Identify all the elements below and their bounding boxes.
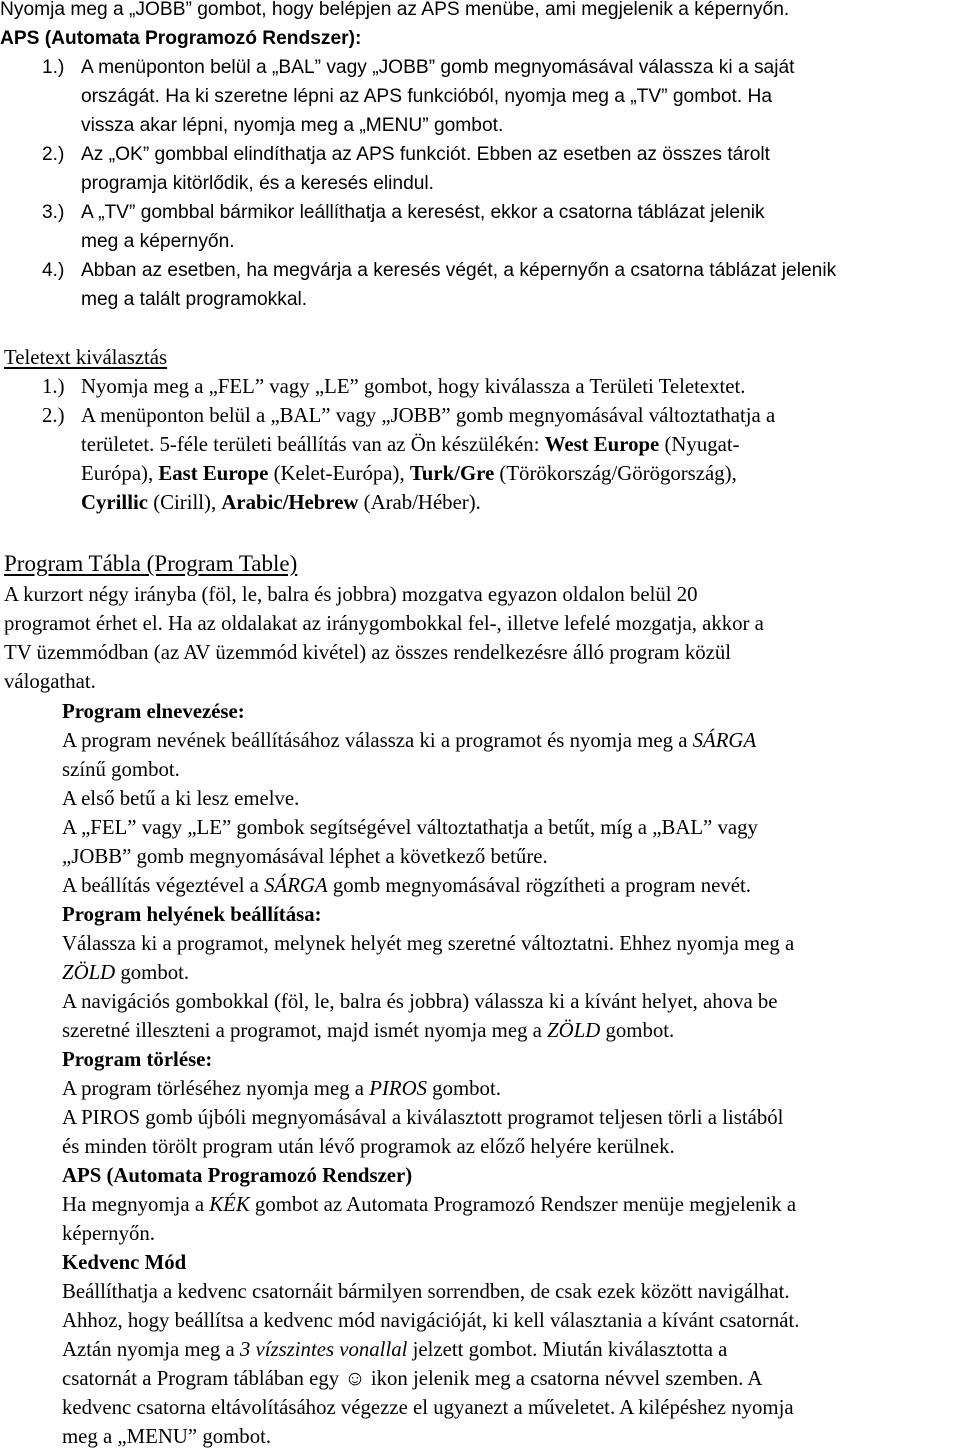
aps-item-2-line: Az „OK” gombbal elindíthatja az APS funkciót. Ebben az esetben az összes tárolt — [81, 144, 770, 165]
teletext-text: (Cirill), — [148, 491, 222, 514]
teletext-item-1-num: 1.) — [42, 375, 65, 398]
green-button-ref: ZÖLD — [547, 1019, 601, 1042]
teletext-item-2-line — [81, 488, 481, 517]
aps-item-3-line: A „TV” gombbal bármikor leállíthatja a keresést, ekkor a csatorna táblázat jelenik — [81, 202, 765, 223]
teletext-text: (Arab/Héber). — [358, 491, 481, 514]
aps-item-4-line: Abban az esetben, ha megvárja a keresés végét, a képernyőn a csatorna táblázat jelenik — [81, 260, 837, 281]
yellow-button-ref: SÁRGA — [692, 729, 757, 752]
favorite-line — [62, 1335, 727, 1364]
naming-line: A első betű a ki lesz emelve. — [62, 787, 300, 810]
favorite-text: jelzett gombot. Miután kiválasztotta a — [407, 1338, 728, 1361]
aps-item-2-line: programja kitörlődik, és a keresés elindul. — [81, 173, 435, 194]
aps-text: Ha megnyomja a — [62, 1193, 210, 1216]
region-arabic: Arabic/Hebrew — [221, 491, 359, 514]
position-line — [62, 1016, 674, 1045]
teletext-item-2-line — [81, 430, 740, 459]
favorite-text: ikon jelenik meg a csatorna névvel szemben. A — [365, 1367, 763, 1390]
favorite-line: meg a „MENU” gombot. — [62, 1425, 272, 1448]
position-text: szeretné illeszteni a programot, majd ismét nyomja meg a — [62, 1019, 548, 1042]
aps-title: APS (Automata Programozó Rendszer): — [0, 28, 362, 49]
teletext-item-2-line — [81, 459, 737, 488]
aps-item-3-line: meg a képernyőn. — [81, 231, 235, 252]
naming-text: gomb megnyomásával rögzítheti a program nevét. — [327, 874, 751, 897]
aps-section-line — [62, 1190, 796, 1219]
favorite-line: kedvenc csatorna eltávolításához végezze el ugyanezt a műveletet. A kilépéshez nyomja — [62, 1396, 794, 1419]
blue-button-ref: KÉK — [209, 1193, 250, 1216]
naming-title: Program elnevezése: — [62, 700, 245, 723]
naming-text: A beállítás végeztével a — [62, 874, 265, 897]
program-table-intro: A kurzort négy irányba (föl, le, balra és jobbra) mozgatva egyazon oldalon belül 20 — [4, 583, 698, 606]
teletext-heading: Teletext kiválasztás — [4, 346, 168, 369]
aps-intro-line: Nyomja meg a „JOBB” gombot, hogy belépjen az APS menübe, ami megjelenik a képernyőn. — [0, 0, 790, 20]
position-text: gombot. — [600, 1019, 675, 1042]
green-button-ref: ZÖLD — [62, 961, 116, 984]
yellow-button-ref: SÁRGA — [264, 874, 328, 897]
aps-section-line: képernyőn. — [62, 1222, 155, 1245]
naming-line: színű gombot. — [62, 758, 180, 781]
teletext-item-2-line: A menüponton belül a „BAL” vagy „JOBB” gomb megnyomásával változtathatja a — [81, 404, 776, 427]
aps-item-1-line: vissza akar lépni, nyomja meg a „MENU” gombot. — [81, 115, 504, 136]
delete-line — [62, 1074, 501, 1103]
delete-line: A PIROS gomb újbóli megnyomásával a kiválasztott programot teljesen törli a listából — [62, 1106, 784, 1129]
delete-title: Program törlése: — [62, 1048, 213, 1071]
teletext-text: területet. 5-féle területi beállítás van az Ön készülékén: — [81, 433, 545, 456]
position-line: A navigációs gombokkal (föl, le, balra és jobbra) válassza ki a kívánt helyet, ahova be — [62, 990, 778, 1013]
favorite-line — [62, 1364, 762, 1393]
teletext-text: (Törökország/Görögország), — [494, 462, 737, 485]
region-turk: Turk/Gre — [409, 462, 495, 485]
naming-line — [62, 871, 751, 900]
program-table-intro: válogathat. — [4, 670, 96, 693]
region-east: East Europe — [158, 462, 269, 485]
position-line — [62, 958, 189, 987]
aps-item-1-num: 1.) — [42, 57, 65, 78]
delete-text: gombot. — [426, 1077, 501, 1100]
naming-line — [62, 726, 756, 755]
naming-line: A „FEL” vagy „LE” gombok segítségével változtathatja a betűt, míg a „BAL” vagy — [62, 816, 758, 839]
position-title: Program helyének beállítása: — [62, 903, 322, 926]
favorite-line: Ahhoz, hogy beállítsa a kedvenc mód navigációját, ki kell választania a kívánt csatornát. — [62, 1309, 800, 1332]
smiley-icon: ☺ — [344, 1367, 366, 1390]
favorite-line: Beállíthatja a kedvenc csatornáit bármilyen sorrendben, de csak ezek között navigálhat. — [62, 1280, 790, 1303]
aps-item-4-num: 4.) — [42, 260, 65, 281]
teletext-item-2-num: 2.) — [42, 404, 65, 427]
aps-section-title: APS (Automata Programozó Rendszer) — [62, 1164, 413, 1187]
delete-text: A program törléséhez nyomja meg a — [62, 1077, 370, 1100]
aps-item-3-num: 3.) — [42, 202, 65, 223]
favorite-text: Aztán nyomja meg a — [62, 1338, 240, 1361]
three-lines-button-ref: 3 vízszintes vonallal — [239, 1338, 408, 1361]
naming-line: „JOBB” gomb megnyomásával léphet a következő betűre. — [62, 845, 548, 868]
delete-line: és minden törölt program után lévő programok az előző helyére kerülnek. — [62, 1135, 675, 1158]
favorite-text: csatornát a Program táblában egy — [62, 1367, 345, 1390]
teletext-text: (Nyugat- — [659, 433, 740, 456]
program-table-intro: TV üzemmódban (az AV üzemmód kivétel) az összes rendelkezésre álló program közül — [4, 641, 732, 664]
aps-text: gombot az Automata Programozó Rendszer menüje megjelenik a — [249, 1193, 797, 1216]
program-table-intro: programot érhet el. Ha az oldalakat az iránygombokkal fel-, illetve lefelé mozgatja, akkor a — [4, 612, 764, 635]
naming-text: A program nevének beállításához válassza ki a programot és nyomja meg a — [62, 729, 693, 752]
aps-item-1-line: A menüponton belül a „BAL” vagy „JOBB” gomb megnyomásával válassza ki a saját — [81, 57, 795, 78]
region-west: West Europe — [544, 433, 660, 456]
favorite-title: Kedvenc Mód — [62, 1251, 187, 1274]
teletext-text: (Kelet-Európa), — [268, 462, 410, 485]
position-line: Válassza ki a programot, melynek helyét meg szeretné változtatni. Ehhez nyomja meg a — [62, 932, 795, 955]
aps-item-1-line: országát. Ha ki szeretne lépni az APS funkcióból, nyomja meg a „TV” gombot. Ha — [81, 86, 773, 107]
teletext-text: Európa), — [81, 462, 159, 485]
aps-item-2-num: 2.) — [42, 144, 65, 165]
position-text: gombot. — [115, 961, 190, 984]
red-button-ref: PIROS — [369, 1077, 427, 1100]
region-cyrillic: Cyrillic — [81, 491, 148, 514]
aps-item-4-line: meg a talált programokkal. — [81, 289, 308, 310]
teletext-item-1: Nyomja meg a „FEL” vagy „LE” gombot, hogy kiválassza a Területi Teletextet. — [81, 375, 746, 398]
program-table-heading: Program Tábla (Program Table) — [4, 551, 298, 576]
